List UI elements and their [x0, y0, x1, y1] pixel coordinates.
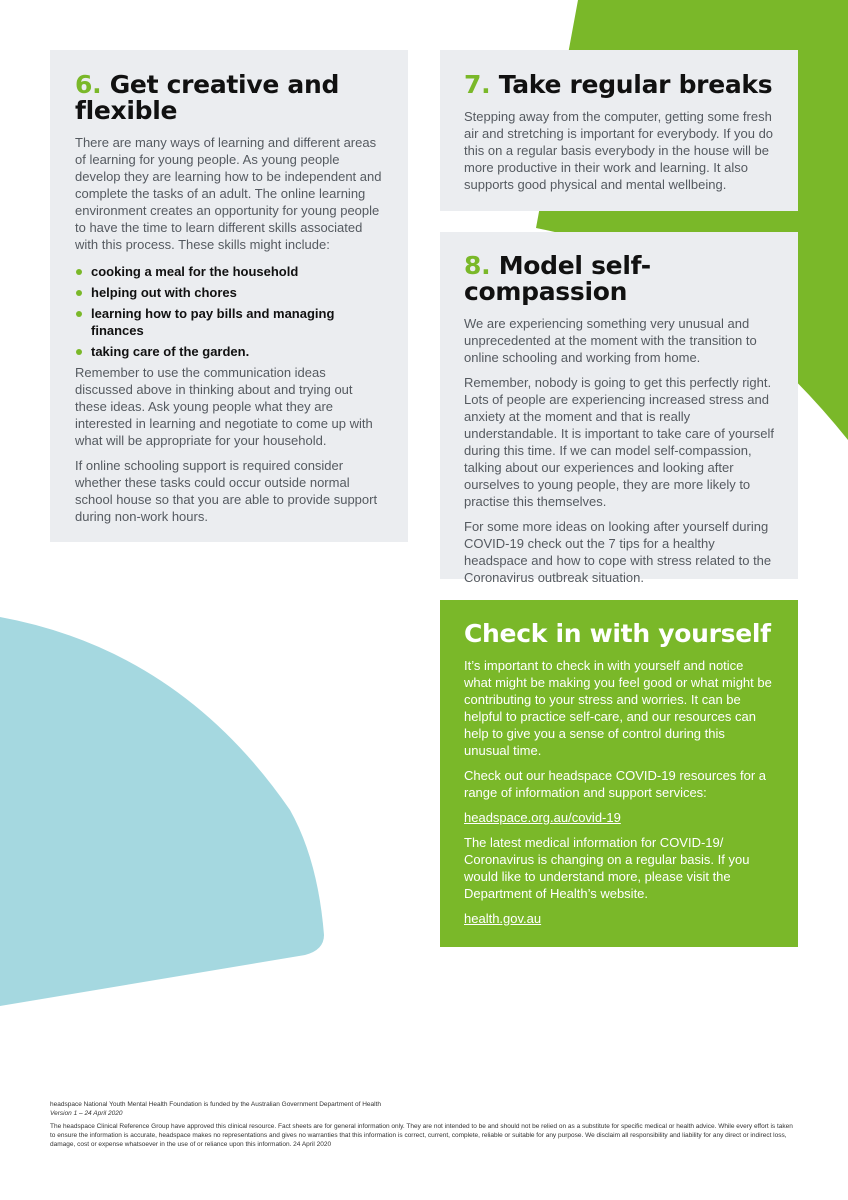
- section-7-body: Stepping away from the computer, getting some fresh air and stretching is important for everybody. If you do this on a regular basis everybody in the house will be more productive in their work and learning. It also supports good physical and mental wellbeing.: [464, 109, 774, 192]
- section-7-card: [440, 50, 798, 211]
- bullet-icon: [76, 269, 82, 275]
- check-in-title: Check in with yourself: [464, 619, 771, 648]
- section-6-number: 6.: [75, 70, 102, 99]
- check-in-card: [440, 600, 798, 947]
- section-6-para-2: Remember to use the communication ideas discussed above in thinking about and trying out these ideas. Ask young people what they are interested in learning and negotiate to come up with what will be appropriate for your household.: [75, 365, 373, 448]
- section-6-intro: There are many ways of learning and different areas of learning for young people. As young people develop they are learning how to be independent and complete the tasks of an adult. The online learning environment creates an opportunity for young people to have the time to learn different skills associated with this process. These skills might include:: [75, 135, 382, 252]
- section-8-heading: [464, 253, 774, 305]
- skills-list: [75, 263, 384, 360]
- section-8-title: Model self-compassion: [464, 251, 651, 306]
- health-gov-link-wrap: [464, 910, 774, 927]
- section-8-card: [440, 232, 798, 585]
- health-gov-link[interactable]: health.gov.au: [464, 911, 542, 926]
- disclaimer: The headspace Clinical Reference Group have approved this clinical resource. Fact sheets are for general information only. They are not intended to be and should not be relied on as a substitute for specific medical or health advice. While every effort is taken to ensure the information is accurate, headspace makes no representations and gives no warranties that this information is correct, current, complete, reliable or suitable for any purpose. We disclaim all responsibility and liability for any direct or indirect loss, damage, cost or expense whatsoever in the use of or reliance upon this information. 24 April 2020: [50, 1123, 793, 1148]
- section-6-para-3: If online schooling support is required consider whether these tasks could occur outside normal school house so that you are able to provide support during non-work hours.: [75, 458, 378, 524]
- footer: [50, 1100, 800, 1149]
- section-8-para-3: For some more ideas on looking after yourself during COVID-19 check out the 7 tips for a healthy headspace and how to cope with stress related to the Coronavirus outbreak situation.: [464, 519, 772, 585]
- list-item: helping out with chores: [75, 284, 384, 301]
- check-in-para-1: It’s important to check in with yourself and notice what might be making you feel good or what might be contributing to your stress and worries. It can be helpful to practice self-care, and our resources can help to give you a sense of control during this unusual time.: [464, 658, 772, 758]
- funding-note: headspace National Youth Mental Health Foundation is funded by the Australian Government Department of Health: [50, 1101, 381, 1108]
- headspace-covid-link-wrap: [464, 809, 774, 826]
- list-item: learning how to pay bills and managing finances: [75, 305, 384, 339]
- list-item: taking care of the garden.: [75, 343, 384, 360]
- bullet-icon: [76, 311, 82, 317]
- section-8-para-1: We are experiencing something very unusual and unprecedented at the moment with the transition to online schooling and working from home.: [464, 316, 757, 365]
- section-6-heading: [75, 72, 384, 124]
- check-in-para-2: Check out our headspace COVID-19 resources for a range of information and support services:: [464, 768, 767, 800]
- list-item: cooking a meal for the household: [75, 263, 384, 280]
- bullet-icon: [76, 349, 82, 355]
- section-7-heading: [464, 72, 774, 98]
- check-in-para-3: The latest medical information for COVID-19/ Coronavirus is changing on a regular basis. If you would like to understand more, please visit the Department of Health’s website.: [464, 835, 750, 901]
- bullet-icon: [76, 290, 82, 296]
- section-6-title: Get creative and flexible: [75, 70, 340, 125]
- section-8-para-2: Remember, nobody is going to get this perfectly right. Lots of people are experiencing increased stress and anxiety at the moment and that is really understandable. It is important to take care of yourself during this time. If we can model self-compassion, talking about our experiences and looking after ourselves to young people, they are more likely to practise this themselves.: [464, 375, 775, 509]
- section-8-number: 8.: [464, 251, 491, 280]
- section-6-card: [50, 50, 408, 542]
- section-7-title: Take regular breaks: [498, 70, 773, 99]
- section-7-number: 7.: [464, 70, 491, 99]
- version-note: Version 1 – 24 April 2020: [50, 1110, 123, 1117]
- headspace-covid-link[interactable]: headspace.org.au/covid-19: [464, 810, 621, 825]
